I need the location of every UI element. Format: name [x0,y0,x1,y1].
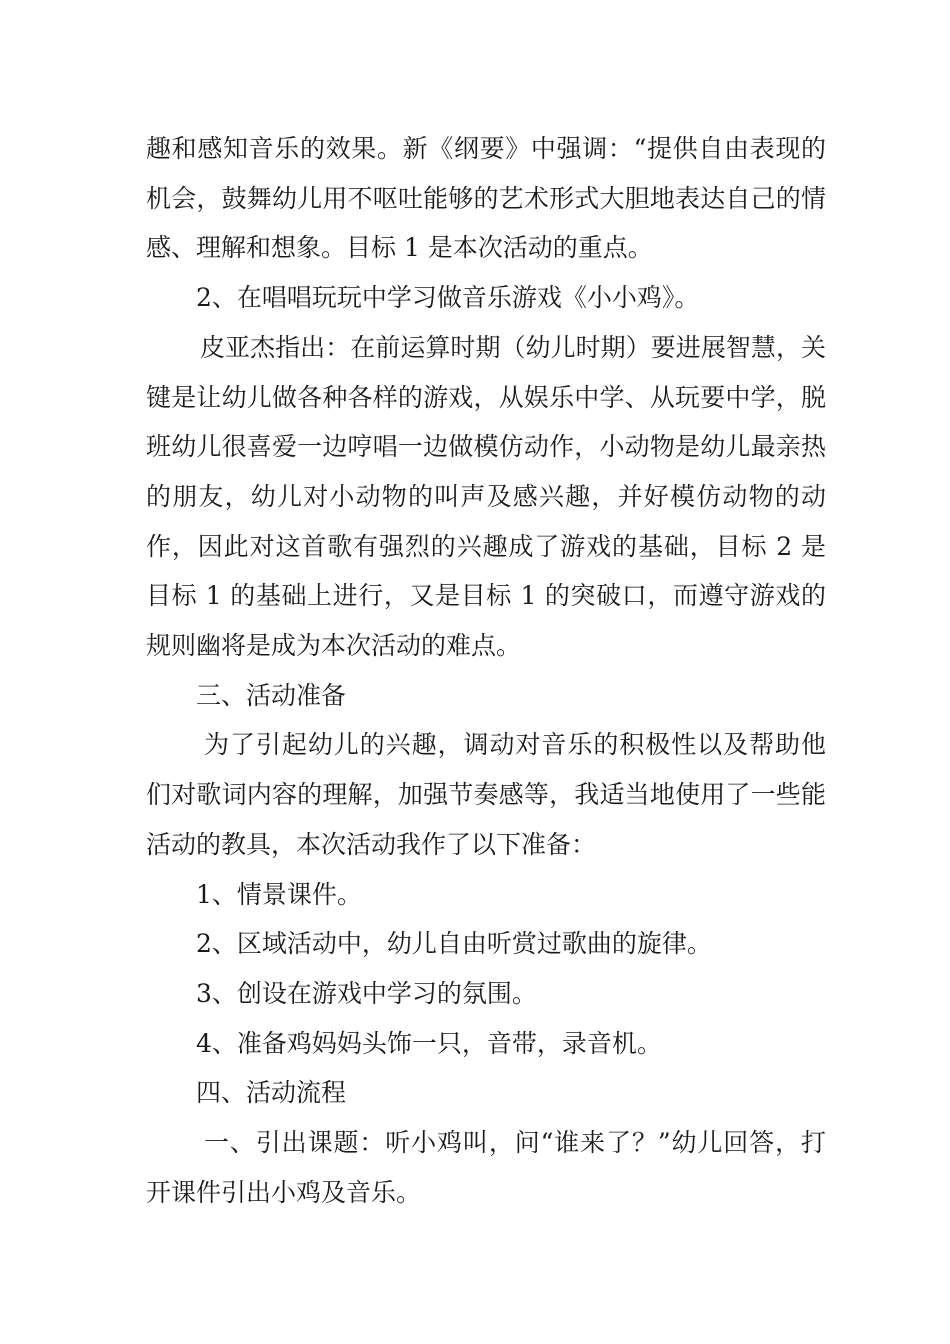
list-item-4: 4、准备鸡妈妈头饰一只，音带，录音机。 [196,1028,662,1058]
paragraph-piaget: 皮亚杰指出：在前运算时期（幼儿时期）要进展智慧，关键是让幼儿做各种各样的游戏，从娱乐中学、从玩要中学，脱班幼儿很喜爱一边哼唱一边做模仿动作，小动物是幼儿最亲热的朋友，幼儿对小动物的叫声及感兴趣，并好模仿动物的动作，因此对这首歌有强烈的兴趣成了游戏的基础，目标 2 是目标 1 的基础上进行，又是目标 1 的突破口，而遵守游戏的规则幽将是成为本次活动的难点。 [146,332,826,661]
paragraph-goal-2: 2、在唱唱玩玩中学习做音乐游戏《小小鸡》。 [196,283,700,313]
paragraph-intro-continued: 趣和感知音乐的效果。新《纲要》中强调：“提供自由表现的机会，鼓舞幼儿用不呕吐能够的艺术形式大胆地表达自己的情感、理解和想象。目标 1 是本次活动的重点。 [146,134,826,263]
paragraph-preparation-intro: 为了引起幼儿的兴趣，调动对音乐的积极性以及帮助他们对歌词内容的理解，加强节奏感等，我适当地使用了一些能活动的教具，本次活动我作了以下准备： [146,730,826,859]
list-item-2: 2、区域活动中，幼儿自由听赏过歌曲的旋律。 [196,929,712,959]
list-item-3: 3、创设在游戏中学习的氛围。 [196,978,537,1008]
paragraph-flow-step-1: 一、引出课题：听小鸡叫，问“谁来了？”幼儿回答，打开课件引出小鸡及音乐。 [146,1128,826,1207]
heading-activity-preparation: 三、活动准备 [196,680,347,710]
list-item-1: 1、情景课件。 [196,879,362,909]
heading-activity-flow: 四、活动流程 [196,1078,347,1108]
document-body [146,124,826,1217]
